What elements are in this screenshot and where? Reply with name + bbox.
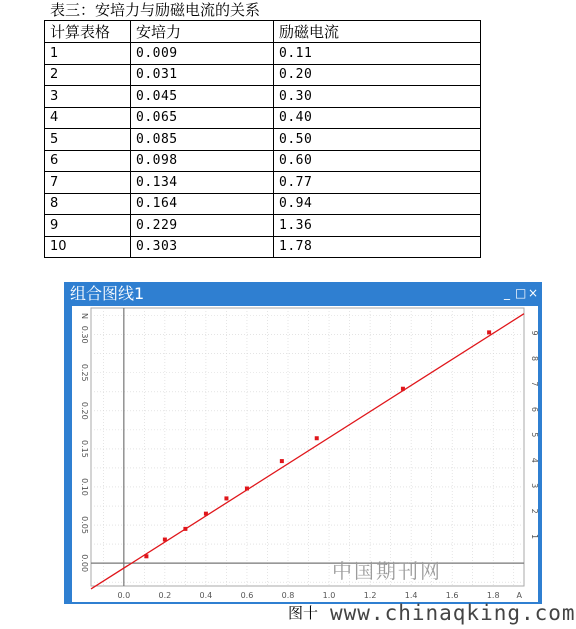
- cell-force: 0.164: [131, 193, 274, 215]
- figure-caption: 图十: [288, 604, 319, 622]
- table-row: [45, 215, 481, 237]
- data-point: [183, 527, 187, 531]
- x-tick-label: 1.2: [363, 591, 377, 600]
- cell-force: 0.009: [131, 43, 274, 65]
- right-tick-label: 8: [530, 355, 539, 362]
- right-tick-label: 1: [530, 534, 539, 540]
- data-point: [245, 487, 249, 491]
- table-row: [45, 107, 481, 129]
- header-force: 安培力: [131, 21, 274, 43]
- right-tick-label: 6: [530, 406, 539, 412]
- cell-index: 8: [45, 193, 131, 215]
- cell-index: 10: [45, 236, 131, 258]
- watermark-text: 中国期刊网: [332, 559, 442, 583]
- table-row: [45, 236, 481, 258]
- y-tick-label: 0.25: [80, 363, 89, 382]
- table-row: [45, 193, 481, 215]
- data-point: [204, 512, 208, 516]
- right-tick-label: 2: [530, 508, 539, 514]
- y-axis-label: N: [80, 313, 89, 319]
- right-tick-label: 3: [530, 483, 539, 489]
- x-tick-label: 0.8: [281, 591, 295, 600]
- site-url: www.chinaqking.com: [330, 601, 576, 625]
- table-header-row: [45, 21, 481, 43]
- data-point: [224, 496, 228, 500]
- table-row: [45, 129, 481, 151]
- x-tick-label: 1.8: [486, 591, 500, 600]
- cell-current: 1.78: [274, 236, 481, 258]
- header-index: 计算表格: [45, 21, 131, 43]
- x-tick-label: 0.4: [199, 591, 213, 600]
- cell-force: 0.303: [131, 236, 274, 258]
- y-tick-label: 0.20: [80, 401, 89, 420]
- table-row: [45, 64, 481, 86]
- cell-current: 0.11: [274, 43, 481, 65]
- table-row: [45, 43, 481, 65]
- cell-current: 0.20: [274, 64, 481, 86]
- data-point: [315, 436, 319, 440]
- cell-index: 4: [45, 107, 131, 129]
- cell-force: 0.065: [131, 107, 274, 129]
- minimize-button[interactable]: _: [504, 286, 510, 300]
- x-tick-label: 1.4: [404, 591, 418, 600]
- header-current: 励磁电流: [274, 21, 481, 43]
- table-row: [45, 86, 481, 108]
- maximize-button[interactable]: □: [515, 286, 527, 300]
- cell-index: 5: [45, 129, 131, 151]
- data-point: [487, 330, 491, 334]
- window-controls: [502, 286, 538, 300]
- cell-force: 0.085: [131, 129, 274, 151]
- cell-current: 0.77: [274, 172, 481, 194]
- cell-force: 0.134: [131, 172, 274, 194]
- data-table: [44, 20, 481, 258]
- cell-force: 0.045: [131, 86, 274, 108]
- x-axis-label: A: [516, 591, 522, 600]
- table-caption: 表三：安培力与励磁电流的关系: [50, 1, 261, 19]
- data-point: [280, 459, 284, 463]
- cell-index: 9: [45, 215, 131, 237]
- x-tick-label: 0.2: [158, 591, 172, 600]
- cell-current: 0.94: [274, 193, 481, 215]
- cell-index: 6: [45, 150, 131, 172]
- data-point: [163, 538, 167, 542]
- cell-current: 0.30: [274, 86, 481, 108]
- data-point: [401, 387, 405, 391]
- cell-force: 0.098: [131, 150, 274, 172]
- x-tick-label: 1.6: [445, 591, 459, 600]
- right-tick-label: 4: [530, 457, 539, 463]
- cell-index: 3: [45, 86, 131, 108]
- cell-force: 0.229: [131, 215, 274, 237]
- cell-current: 0.50: [274, 129, 481, 151]
- cell-index: 1: [45, 43, 131, 65]
- graph-window: [64, 282, 542, 604]
- table-row: [45, 172, 481, 194]
- x-tick-label: 0.0: [117, 591, 131, 600]
- table-row: [45, 150, 481, 172]
- y-tick-label: 0.00: [80, 554, 89, 573]
- y-tick-label: 0.10: [80, 478, 89, 496]
- close-button[interactable]: ×: [528, 286, 539, 300]
- cell-index: 2: [45, 64, 131, 86]
- x-tick-label: 1.0: [322, 591, 336, 600]
- data-point: [144, 554, 148, 558]
- cell-index: 7: [45, 172, 131, 194]
- right-tick-label: 9: [530, 330, 539, 336]
- x-tick-label: 0.6: [240, 591, 254, 600]
- right-tick-label: 5: [530, 432, 539, 438]
- graph-title: 组合图线1: [70, 284, 145, 303]
- y-tick-label: 0.05: [80, 516, 89, 534]
- cell-current: 0.40: [274, 107, 481, 129]
- cell-force: 0.031: [131, 64, 274, 86]
- scatter-chart: [72, 306, 538, 602]
- y-tick-label: 0.15: [80, 439, 89, 458]
- right-tick-label: 7: [530, 381, 539, 387]
- table-body: [45, 43, 481, 258]
- plot-area[interactable]: [72, 306, 538, 602]
- cell-current: 0.60: [274, 150, 481, 172]
- cell-current: 1.36: [274, 215, 481, 237]
- y-tick-label: 0.30: [80, 325, 89, 344]
- graph-titlebar[interactable]: [64, 282, 542, 306]
